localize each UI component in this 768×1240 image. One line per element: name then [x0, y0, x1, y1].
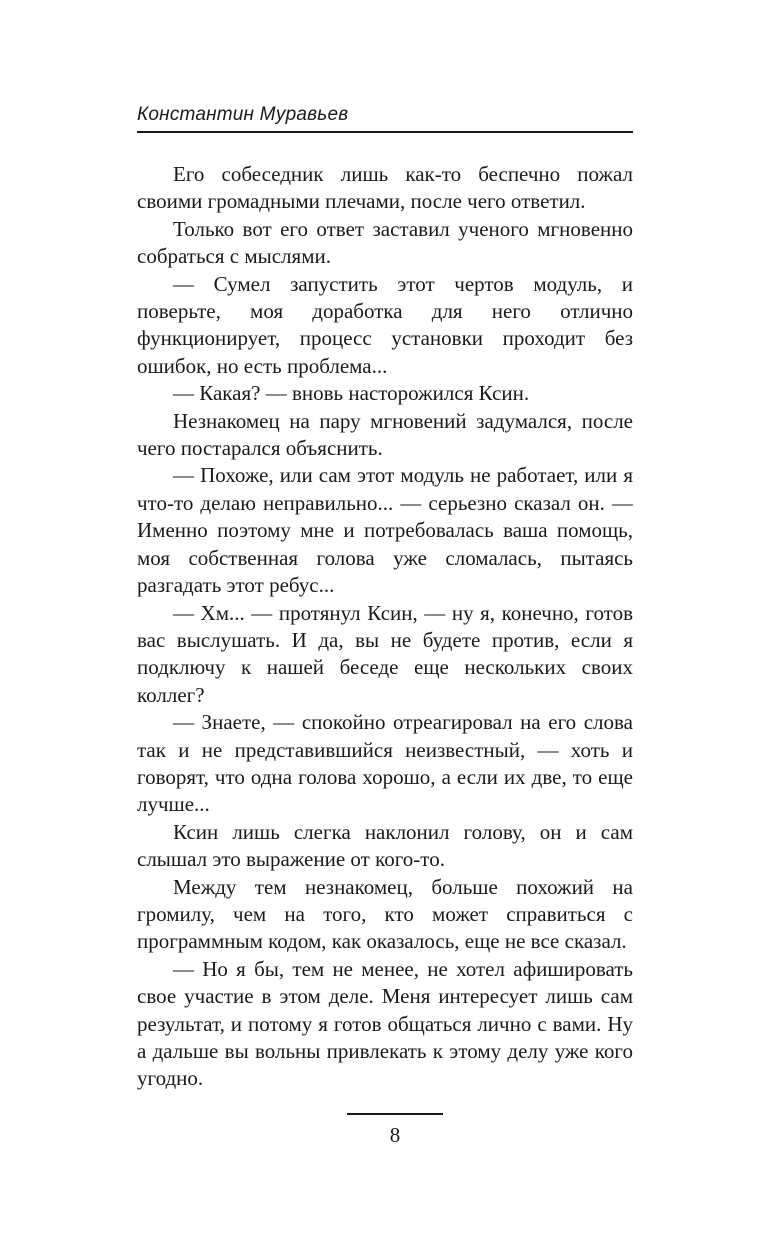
paragraph: Между тем незнакомец, больше похожий на громилу, чем на того, кто может справиться с программным кодом, как оказалось, еще не все сказал. — [137, 874, 633, 954]
footer-rule — [347, 1113, 443, 1115]
page-number: 8 — [389, 1123, 401, 1147]
paragraph: — Похоже, или сам этот модуль не работает, или я что-то делаю неправильно... — серьезно сказал он. — Именно поэтому мне и потребовалась ваша помощь, моя собственная голова уже сломалась, пытаясь разгадать этот ребус... — [137, 463, 633, 598]
paragraph: — Какая? — вновь насторожился Ксин. — [173, 381, 530, 406]
paragraph: Только вот его ответ заставил ученого мгновенно собраться с мыслями. — [137, 216, 633, 269]
running-head-author: Константин Муравьев — [137, 104, 349, 125]
page-body — [137, 161, 633, 1093]
header-rule — [137, 131, 633, 133]
paragraph: Незнакомец на пару мгновений задумался, после чего постарался объяснить. — [137, 408, 633, 461]
paragraph: — Хм... — протянул Ксин, — ну я, конечно, готов вас выслушать. И да, вы не будете против, если я подключу к нашей беседе еще нескольких своих коллег? — [137, 600, 633, 707]
paragraph: Ксин лишь слегка наклонил голову, он и сам слышал это выражение от кого-то. — [137, 819, 633, 872]
paragraph: Его собеседник лишь как-то беспечно пожал своими громадными плечами, после чего ответил. — [137, 162, 633, 214]
paragraph: — Но я бы, тем не менее, не хотел афишировать свое участие в этом деле. Меня интересует лишь сам результат, и потому я готов общаться лично с вами. Ну а дальше вы вольны привлекать к этому делу уже кого угодно. — [137, 956, 633, 1091]
paragraph: — Знаете, — спокойно отреагировал на его слова так и не представившийся неизвестный, — хоть и говорят, что одна голова хорошо, а если их две, то еще лучше... — [137, 710, 633, 817]
paragraph: — Сумел запустить этот чертов модуль, и поверьте, моя доработка для него отлично функционирует, процесс установки проходит без ошибок, но есть проблема... — [137, 271, 633, 378]
